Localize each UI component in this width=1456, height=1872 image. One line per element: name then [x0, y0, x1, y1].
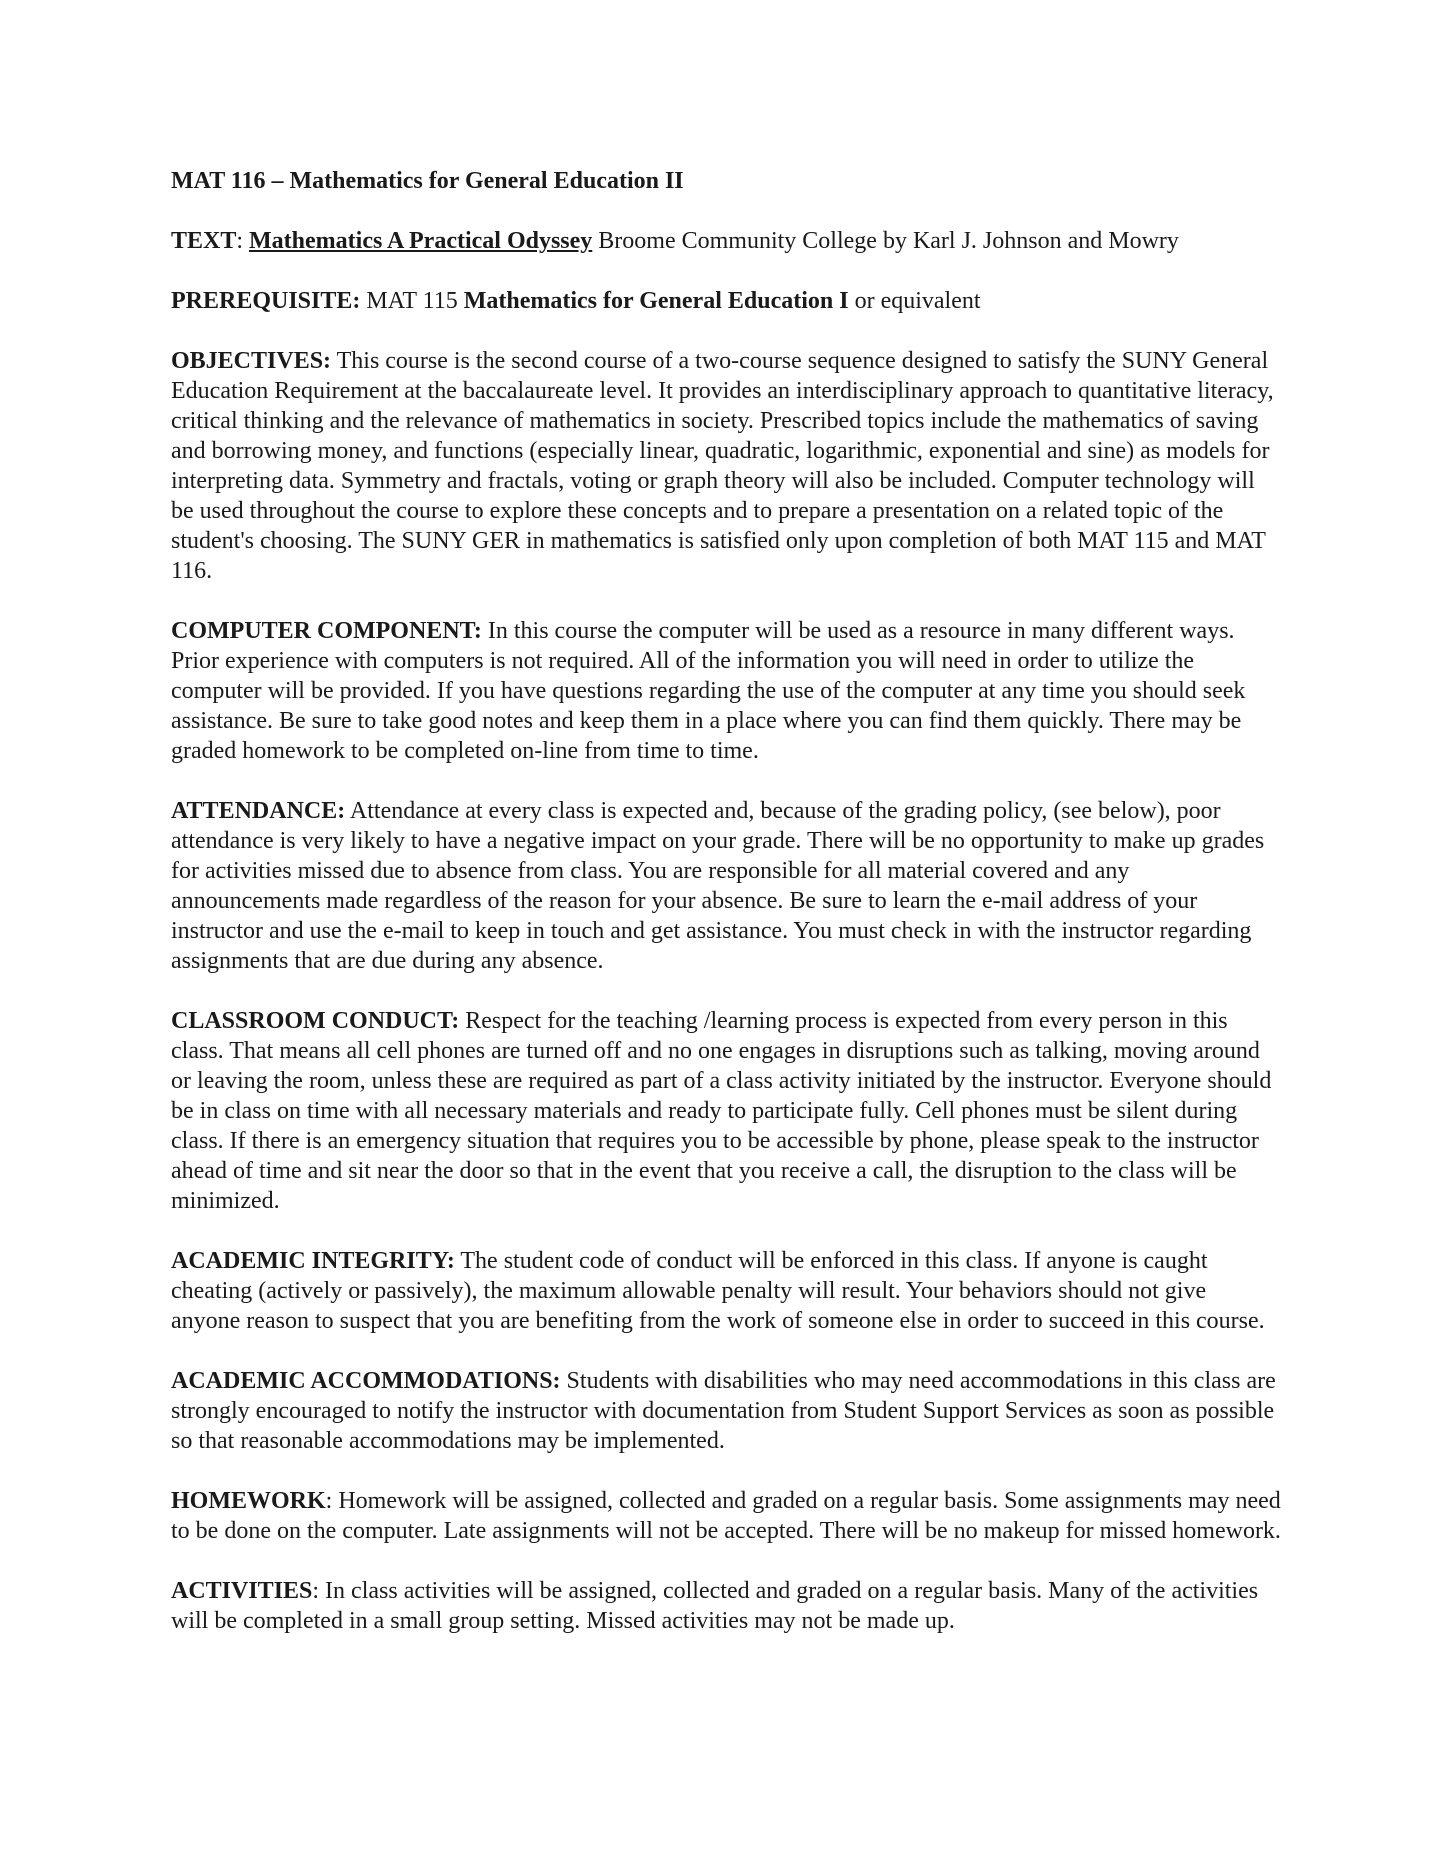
homework-text: : Homework will be assigned, collected and graded on a regular basis. Some assignments may need to be done on the computer. Late assignments will not be accepted. There will be no makeup for missed homework.	[171, 1488, 1281, 1544]
academic-integrity-section	[171, 1246, 1281, 1336]
academic-integrity-text: The student code of conduct will be enforced in this class. If anyone is caught cheating (actively or passively), the maximum allowable penalty will result. Your behaviors should not give anyone reason to suspect that you are benefiting from the work of someone else in order to succeed in this course.	[171, 1248, 1265, 1334]
text-section	[171, 226, 1281, 256]
text-separator: :	[236, 228, 250, 254]
prerequisite-rest: or equivalent	[848, 288, 981, 314]
activities-label: ACTIVITIES	[171, 1578, 313, 1604]
prerequisite-section	[171, 286, 1281, 316]
course-title: MAT 116 – Mathematics for General Education II	[171, 168, 684, 194]
academic-accommodations-section	[171, 1366, 1281, 1456]
academic-integrity-label: ACADEMIC INTEGRITY:	[171, 1248, 455, 1274]
prerequisite-label: PREREQUISITE:	[171, 288, 361, 314]
text-details: Broome Community College by Karl J. Johnson and Mowry	[592, 228, 1179, 254]
homework-section	[171, 1486, 1281, 1546]
text-label: TEXT	[171, 228, 237, 254]
syllabus-page	[171, 166, 1281, 1666]
prerequisite-course: MAT 115	[360, 288, 464, 314]
objectives-label: OBJECTIVES:	[171, 348, 332, 374]
academic-accommodations-text: Students with disabilities who may need accommodations in this class are strongly encouraged to notify the instructor with documentation from Student Support Services as soon as possible so that reasonable accommodations may be implemented.	[171, 1368, 1276, 1454]
activities-section	[171, 1576, 1281, 1636]
classroom-conduct-label: CLASSROOM CONDUCT:	[171, 1008, 460, 1034]
activities-text: : In class activities will be assigned, collected and graded on a regular basis. Many of the activities will be completed in a small group setting. Missed activities may not be made up.	[171, 1578, 1259, 1634]
book-title: Mathematics A Practical Odyssey	[249, 228, 593, 254]
computer-component-section	[171, 616, 1281, 766]
homework-label: HOMEWORK	[171, 1488, 326, 1514]
prerequisite-course-name: Mathematics for General Education I	[463, 288, 849, 314]
objectives-section	[171, 346, 1281, 586]
classroom-conduct-text: Respect for the teaching /learning process is expected from every person in this class. That means all cell phones are turned off and no one engages in disruptions such as talking, moving around or leaving the room, unless these are required as part of a class activity initiated by the instructor. Everyone should be in class on time with all necessary materials and ready to participate fully. Cell phones must be silent during class. If there is an emergency situation that requires you to be accessible by phone, please speak to the instructor ahead of time and sit near the door so that in the event that you receive a call, the disruption to the class will be minimized.	[171, 1008, 1272, 1214]
attendance-label: ATTENDANCE:	[171, 798, 346, 824]
computer-component-label: COMPUTER COMPONENT:	[171, 618, 482, 644]
objectives-text: This course is the second course of a two-course sequence designed to satisfy the SUNY General Education Requirement at the baccalaureate level. It provides an interdisciplinary approach to quantitative literacy, critical thinking and the relevance of mathematics in society. Prescribed topics include the mathematics of saving and borrowing money, and functions (especially linear, quadratic, logarithmic, exponential and sine) as models for interpreting data. Symmetry and fractals, voting or graph theory will also be included. Computer technology will be used throughout the course to explore these concepts and to prepare a presentation on a related topic of the student's choosing. The SUNY GER in mathematics is satisfied only upon completion of both MAT 115 and MAT 116.	[171, 348, 1274, 584]
classroom-conduct-section	[171, 1006, 1281, 1216]
academic-accommodations-label: ACADEMIC ACCOMMODATIONS:	[171, 1368, 561, 1394]
attendance-section	[171, 796, 1281, 976]
computer-component-text: In this course the computer will be used as a resource in many different ways. Prior experience with computers is not required. All of the information you will need in order to utilize the computer will be provided. If you have questions regarding the use of the computer at any time you should seek assistance. Be sure to take good notes and keep them in a place where you can find them quickly. There may be graded homework to be completed on-line from time to time.	[171, 618, 1246, 764]
attendance-text: Attendance at every class is expected and, because of the grading policy, (see below), poor attendance is very likely to have a negative impact on your grade. There will be no opportunity to make up grades for activities missed due to absence from class. You are responsible for all material covered and any announcements made regardless of the reason for your absence. Be sure to learn the e-mail address of your instructor and use the e-mail to keep in touch and get assistance. You must check in with the instructor regarding assignments that are due during any absence.	[171, 798, 1265, 974]
